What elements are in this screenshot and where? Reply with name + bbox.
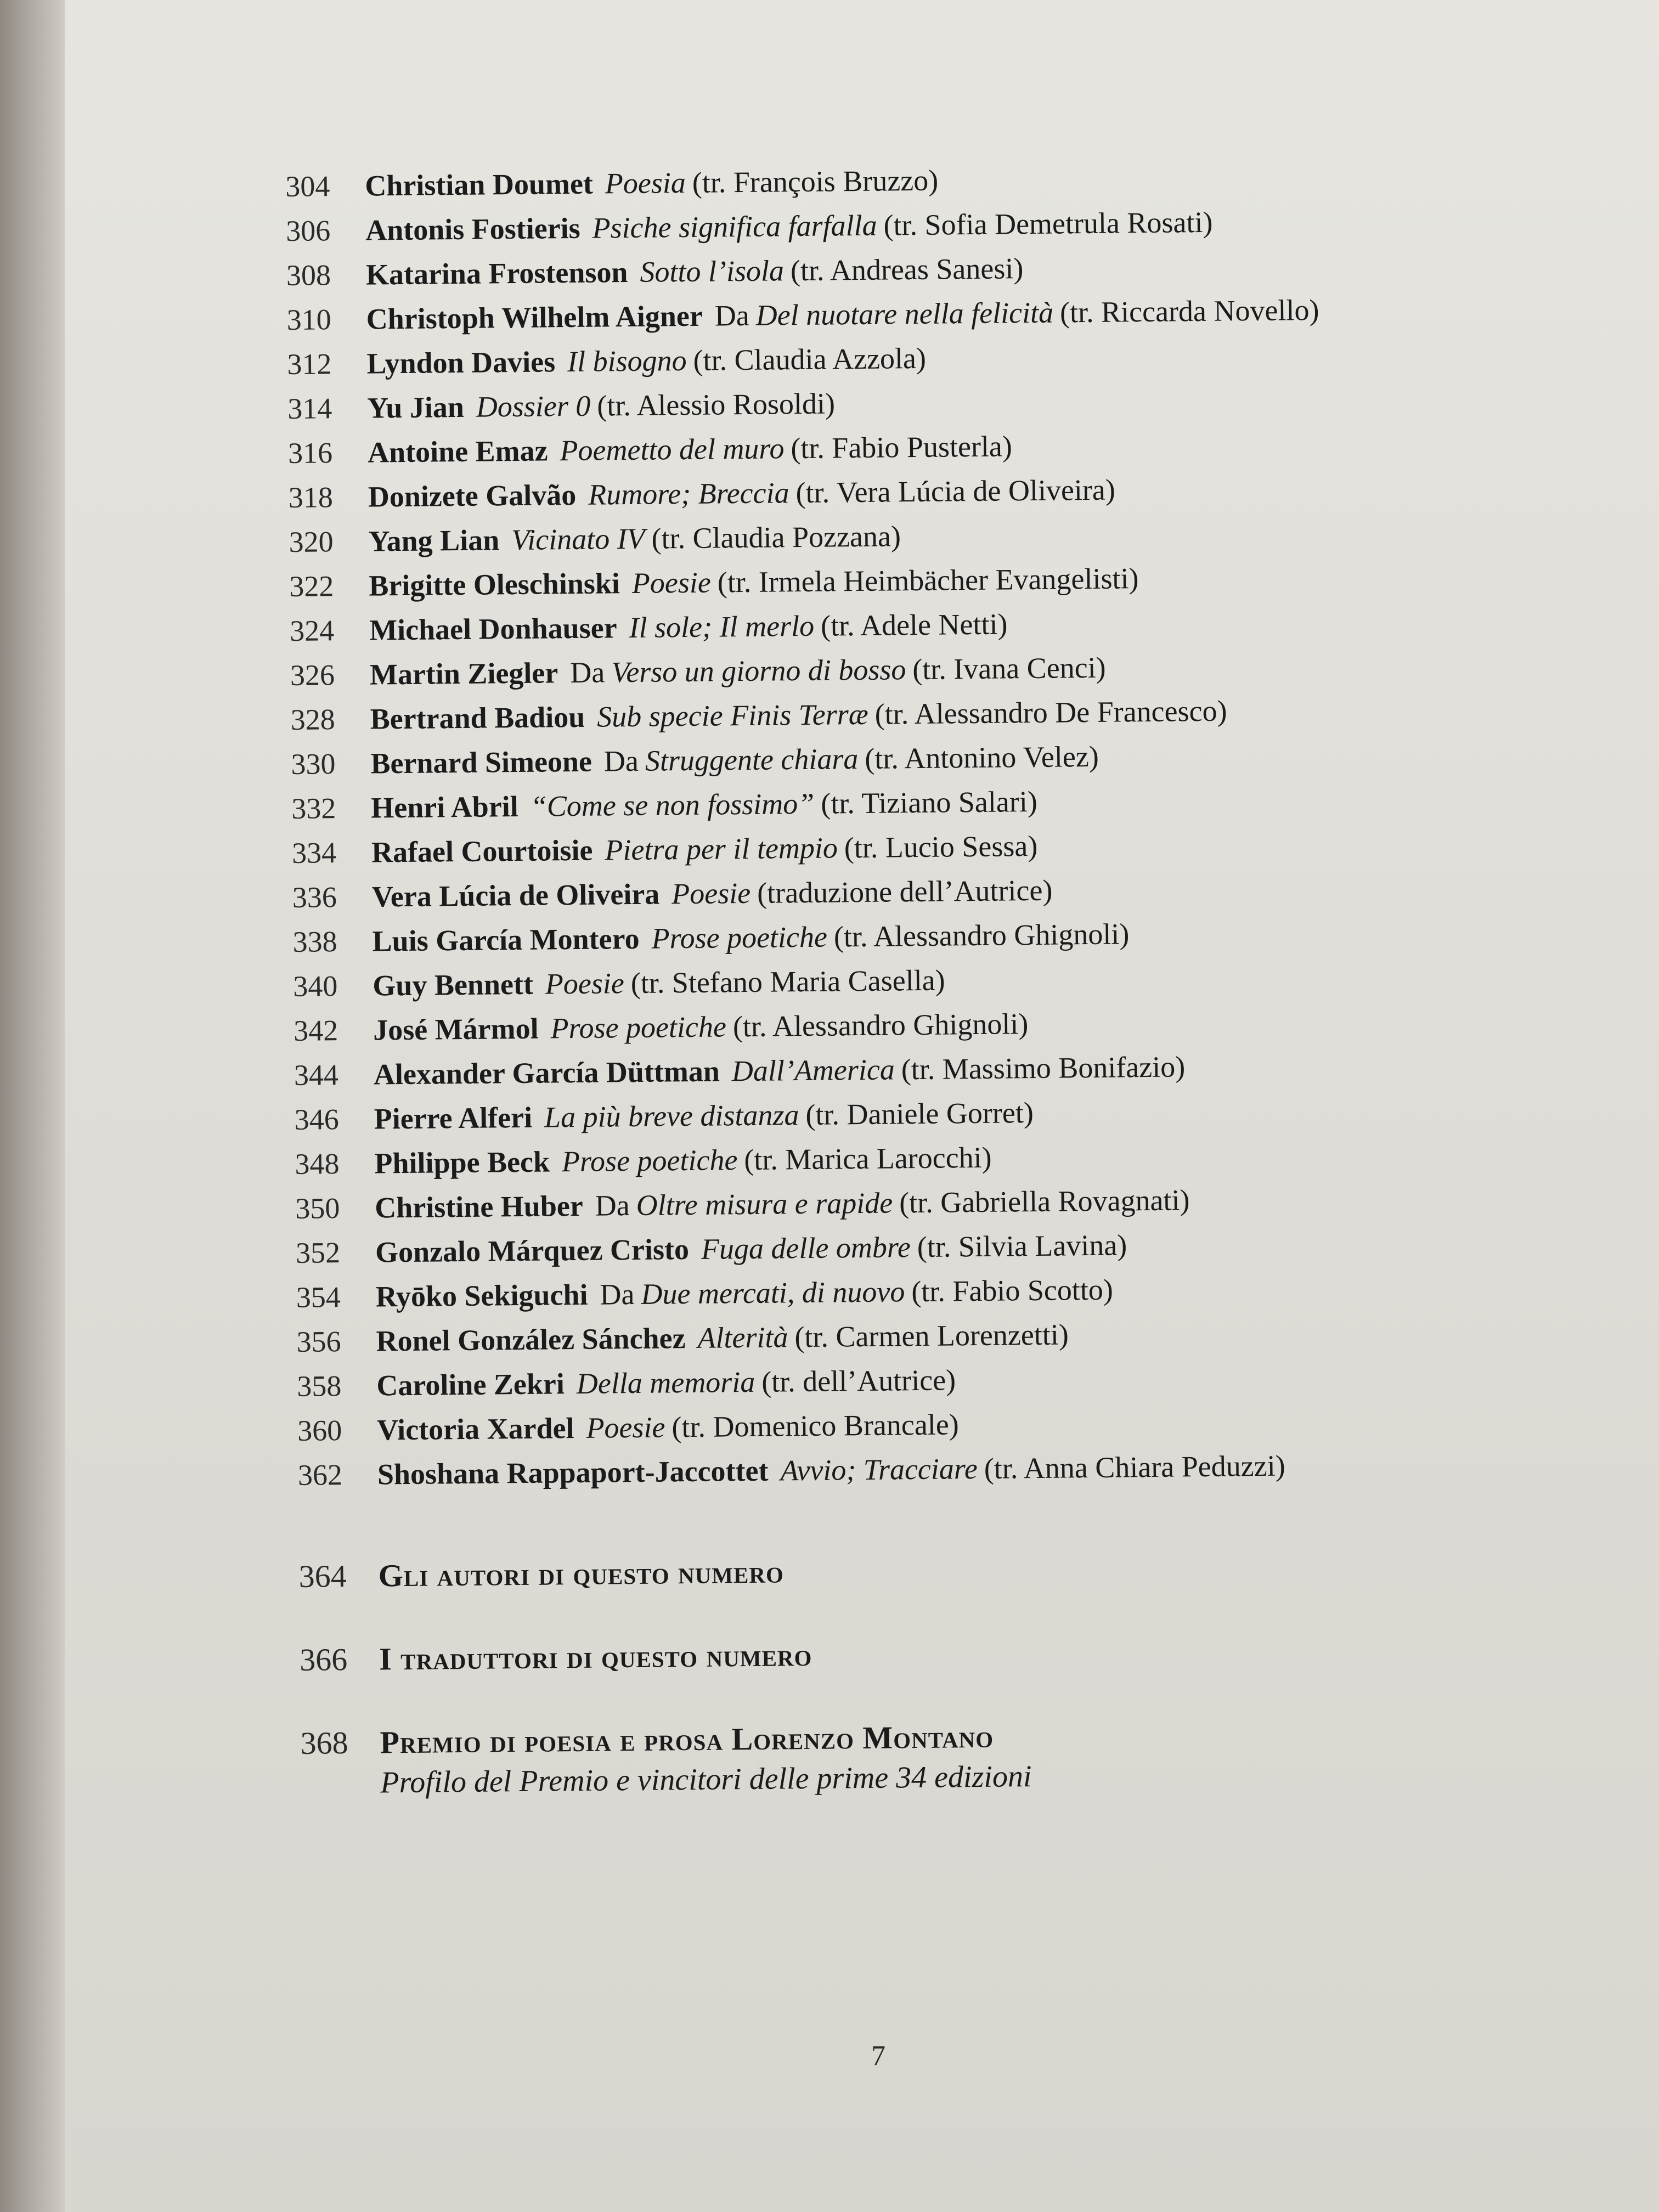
entry-author: Alexander García Düttman	[373, 1054, 720, 1091]
entry-page-number: 358	[297, 1369, 342, 1403]
entry-author: Victoria Xardel	[376, 1412, 574, 1447]
section-line	[300, 1713, 1508, 1762]
entry-prefix: Da	[714, 298, 750, 332]
section-page-number: 364	[298, 1558, 347, 1594]
section-line	[300, 1630, 1507, 1678]
entry-page-number: 308	[286, 258, 331, 292]
entry-title: Poesie	[631, 566, 712, 600]
entry-title: Prose poetiche	[651, 920, 828, 955]
entry-title: Dossier 0	[476, 389, 591, 424]
entry-title: Poesie	[586, 1410, 665, 1444]
entry-page-number: 310	[286, 303, 332, 336]
entry-author: Bertrand Badiou	[370, 700, 585, 736]
entry-title: Poesie	[545, 967, 625, 1001]
entry-title: Verso un giorno di bosso	[611, 653, 906, 689]
entry-page-number: 320	[289, 525, 334, 558]
entry-title: Del nuotare nella felicità	[755, 296, 1054, 332]
entry-title: La più breve distanza	[544, 1098, 799, 1134]
entry-page-number: 312	[287, 347, 332, 381]
entry-page-number: 336	[292, 881, 337, 914]
entry-translator: (tr. Domenico Brancale)	[672, 1408, 960, 1444]
entry-page-number: 316	[287, 436, 333, 470]
entry-translator: (tr. Antonino Velez)	[865, 740, 1099, 775]
entry-title: Avvio; Tracciare	[780, 1452, 978, 1487]
page-number: 7	[871, 2040, 885, 2072]
entry-author: Luis García Montero	[372, 922, 640, 958]
entry-translator: (tr. Fabio Pusterla)	[791, 430, 1013, 465]
entry-title: Vicinato IV	[511, 522, 645, 557]
entry-page-number: 350	[295, 1192, 340, 1225]
toc-sections	[298, 1547, 1508, 1801]
entry-title: Dall’America	[731, 1053, 895, 1088]
entry-title: Due mercati, di nuovo	[641, 1275, 905, 1311]
entry-page-number: 362	[297, 1458, 343, 1492]
entry-page-number: 360	[297, 1414, 342, 1447]
entry-author: Antoine Emaz	[367, 434, 548, 469]
entry-title: Il sole; Il merlo	[629, 609, 815, 645]
entry-translator: (tr. Tiziano Salari)	[820, 785, 1038, 820]
entry-translator: (tr. Vera Lúcia de Oliveira)	[795, 473, 1116, 510]
entry-title: “Come se non fossimo”	[530, 787, 815, 823]
entry-title: Poesie	[671, 876, 751, 911]
toc-section	[298, 1547, 1506, 1595]
toc-section	[300, 1713, 1508, 1801]
entry-author: Lyndon Davies	[366, 345, 556, 380]
toc-entries	[285, 153, 1505, 1498]
entry-page-number: 314	[287, 392, 332, 425]
entry-translator: (tr. Lucio Sessa)	[844, 829, 1038, 865]
table-of-contents	[285, 153, 1508, 1801]
entry-author: José Mármol	[373, 1012, 539, 1047]
entry-page-number: 352	[295, 1236, 341, 1269]
entry-author: Antonis Fostieris	[365, 211, 580, 247]
entry-prefix: Da	[603, 744, 639, 778]
entry-translator: (tr. François Bruzzo)	[692, 163, 939, 199]
entry-title: Pietra per il tempio	[605, 831, 838, 867]
entry-translator: (tr. Fabio Scotto)	[911, 1273, 1114, 1308]
entry-title: Sub specie Finis Terræ	[596, 697, 869, 733]
entry-translator: (tr. Stefano Maria Casella)	[630, 963, 945, 1000]
section-heading: Premio di poesia e prosa Lorenzo Montano	[380, 1718, 994, 1760]
entry-author: Yu Jian	[366, 390, 465, 425]
entry-prefix: Da	[570, 656, 605, 690]
entry-author: Rafael Courtoisie	[371, 833, 593, 869]
entry-translator: (traduzione dell’Autrice)	[757, 873, 1053, 910]
entry-page-number: 340	[293, 969, 338, 1003]
entry-title: Sotto l’isola	[640, 254, 785, 289]
entry-page-number: 318	[288, 481, 334, 514]
entry-title: Poemetto del muro	[560, 432, 785, 467]
entry-title: Alterità	[697, 1321, 788, 1355]
entry-author: Donizete Galvão	[368, 478, 577, 514]
entry-title: Rumore; Breccia	[588, 476, 789, 511]
entry-author: Guy Bennett	[373, 967, 534, 1002]
entry-translator: (tr. Carmen Lorenzetti)	[794, 1318, 1069, 1354]
entry-translator: (tr. Sofia Demetrula Rosati)	[883, 205, 1213, 242]
entry-translator: (tr. Marica Larocchi)	[744, 1141, 992, 1177]
entry-title: Psiche significa farfalla	[592, 208, 877, 245]
entry-author: Christoph Wilhelm Aigner	[366, 299, 703, 336]
entry-author: Ryōko Sekiguchi	[375, 1278, 588, 1313]
entry-translator: (tr. Claudia Azzola)	[693, 341, 927, 377]
entry-translator: (tr. Alessandro Ghignoli)	[833, 917, 1130, 953]
entry-translator: (tr. Andreas Sanesi)	[790, 252, 1024, 287]
entry-page-number: 330	[291, 747, 336, 781]
entry-translator: (tr. Adele Netti)	[820, 607, 1008, 642]
entry-page-number: 344	[294, 1058, 339, 1092]
entry-author: Katarina Frostenson	[365, 256, 628, 291]
entry-translator: (tr. Massimo Bonifazio)	[901, 1050, 1186, 1086]
entry-page-number: 306	[285, 214, 331, 247]
entry-page-number: 324	[289, 614, 335, 647]
entry-page-number: 322	[289, 569, 334, 603]
entry-title: Della memoria	[576, 1365, 755, 1401]
entry-page-number: 332	[291, 792, 336, 825]
entry-author: Brigitte Oleschinski	[369, 567, 620, 602]
entry-translator: (tr. dell’Autrice)	[761, 1363, 956, 1398]
entry-title: Struggente chiara	[645, 742, 859, 777]
entry-title: Fuga delle ombre	[701, 1231, 911, 1266]
entry-translator: (tr. Alessio Rosoldi)	[597, 387, 836, 422]
entry-title: Oltre misura e rapide	[636, 1186, 893, 1222]
entry-title: Poesia	[605, 166, 686, 200]
entry-translator: (tr. Silvia Lavina)	[917, 1228, 1127, 1264]
section-heading: Gli autori di questo numero	[378, 1554, 785, 1594]
entry-author: Christian Doumet	[365, 167, 594, 202]
entry-title: Prose poetiche	[550, 1010, 727, 1045]
section-heading: I traduttori di questo numero	[379, 1637, 812, 1677]
entry-page-number: 328	[290, 703, 335, 736]
entry-page-number: 354	[296, 1280, 341, 1314]
entry-translator: (tr. Claudia Pozzana)	[651, 520, 901, 555]
entry-author: Gonzalo Márquez Cristo	[375, 1233, 690, 1269]
toc-section	[300, 1630, 1507, 1678]
entry-author: Yang Lian	[368, 523, 500, 558]
entry-page-number: 346	[294, 1103, 339, 1136]
entry-author: Bernard Simeone	[370, 744, 592, 780]
entry-translator: (tr. Anna Chiara Peduzzi)	[984, 1449, 1285, 1485]
section-page-number: 368	[300, 1725, 348, 1761]
entry-author: Martin Ziegler	[369, 656, 558, 691]
entry-page-number: 342	[293, 1014, 338, 1047]
section-subtitle: Profilo del Premio e vincitori delle prime 34 edizioni	[380, 1759, 1032, 1800]
entry-author: Pierre Alferi	[374, 1101, 533, 1136]
entry-page-number: 334	[291, 836, 337, 870]
entry-author: Henri Abril	[370, 789, 519, 825]
entry-prefix: Da	[600, 1277, 635, 1311]
entry-page-number: 326	[290, 658, 335, 692]
section-line	[298, 1547, 1506, 1595]
section-page-number: 366	[299, 1641, 348, 1678]
entry-page-number: 348	[295, 1147, 340, 1181]
entry-author: Ronel González Sánchez	[376, 1322, 686, 1358]
entry-author: Christine Huber	[374, 1189, 584, 1224]
entry-page-number: 304	[285, 170, 330, 203]
entry-translator: (tr. Alessandro De Francesco)	[874, 694, 1227, 731]
entry-title: Prose poetiche	[561, 1143, 738, 1178]
entry-translator: (tr. Daniele Gorret)	[805, 1096, 1034, 1131]
entry-translator: (tr. Riccarda Novello)	[1059, 293, 1319, 329]
binding-edge	[0, 0, 65, 2212]
entry-translator: (tr. Alessandro Ghignoli)	[732, 1007, 1029, 1043]
entry-author: Shoshana Rappaport-Jaccottet	[377, 1454, 769, 1491]
entry-prefix: Da	[595, 1189, 630, 1222]
entry-author: Philippe Beck	[374, 1145, 550, 1180]
entry-translator: (tr. Ivana Cenci)	[912, 651, 1106, 686]
entry-page-number: 338	[292, 925, 337, 958]
entry-translator: (tr. Irmela Heimbächer Evangelisti)	[717, 562, 1139, 599]
entry-title: Il bisogno	[567, 343, 687, 379]
entry-author: Vera Lúcia de Oliveira	[371, 877, 660, 913]
entry-page-number: 356	[296, 1325, 341, 1358]
entry-author: Caroline Zekri	[376, 1367, 565, 1402]
entry-translator: (tr. Gabriella Rovagnati)	[899, 1183, 1190, 1220]
entry-author: Michael Donhauser	[369, 611, 617, 647]
